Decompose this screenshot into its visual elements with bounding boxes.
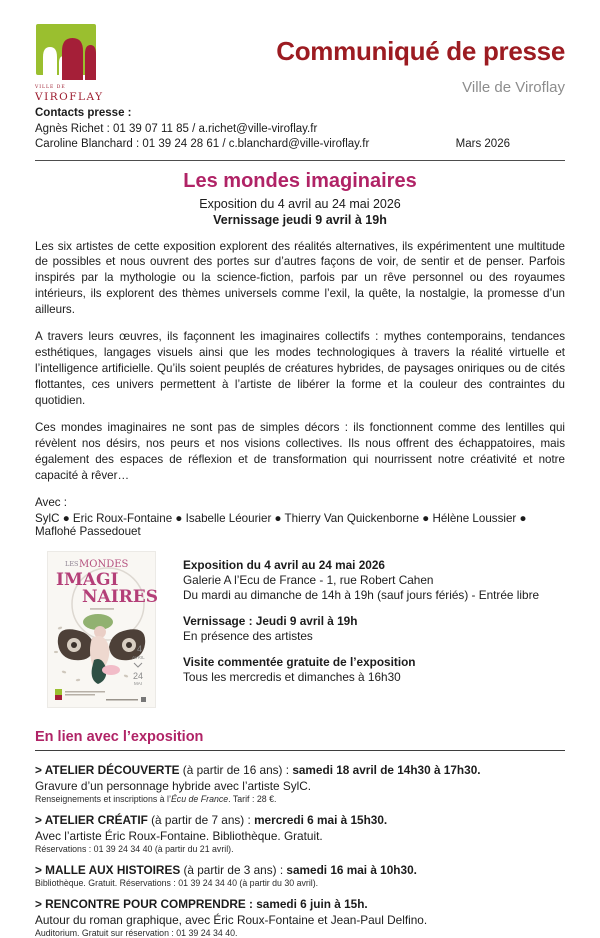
details-guided-tour-line: Tous les mercredis et dimanches à 16h30 [183,669,401,684]
exhibition-info-row [35,552,565,707]
event-datetime: : samedi 6 juin à 15h. [245,896,368,911]
event-name: > ATELIER DÉCOUVERTE [35,762,180,777]
exhibition-dates: Exposition du 4 avril au 24 mai 2026 [199,196,401,211]
footnote-text: Renseignements et inscriptions à l’ [35,793,171,804]
document-title: Communiqué de presse [276,36,565,66]
details-opening-hours: Du mardi au dimanche de 14h à 19h (sauf jours fériés) - Entrée libre [183,587,540,602]
artists-list: SylC ● Eric Roux-Fontaine ● Isabelle Léourier ● Thierry Van Quickenborne ● Hélène Loussier ● Maflohé Passedouet [35,511,527,538]
event-age: (à partir de 3 ans) : [180,862,287,877]
poster-title-naires: NAIRES [82,586,159,607]
logo-viroflay-label: VIROFLAY [35,90,104,103]
details-vernissage-line: En présence des artistes [183,628,313,643]
footnote-text: . Tarif : 28 €. [228,793,277,804]
event-age: (à partir de 16 ans) : [179,762,293,777]
event-datetime: mercredi 6 mai à 15h30. [254,812,388,827]
event-title [35,863,565,877]
exhibition-poster [48,552,159,707]
poster-title-imagi: IMAGI [56,569,119,590]
event-title [35,897,565,911]
viroflay-logo-icon [35,24,97,80]
paragraph-1: Les six artistes de cette exposition explorent des réalités alternatives, ils expérimentent une multitude de possibles et nous ouvrent des portes sur d’autres façons de voir, de sentir et de penser. Parfois inspirés par la mythologie ou la science-fiction, parfois par un rêve personnel ou des royaumes intérieurs, ils explorent des thèmes universels comme l’exil, la quête, la nostalgie, la promesse d’un ailleurs. [35,239,565,316]
event-rencontre-pour-comprendre [35,897,565,938]
poster-title-mondes: MONDES [79,558,129,570]
document-subtitle: Ville de Viroflay [462,79,565,96]
event-footnote: Bibliothèque. Gratuit. Réservations : 01 39 24 34 40 (à partir du 30 avril). [35,877,319,888]
viroflay-logo [35,24,145,102]
poster-date-month-1: AVRIL [132,654,145,660]
poster-date-day-2: 24 [133,670,144,681]
event-title [35,763,565,777]
exhibition-poster-thumbnail [48,552,159,707]
event-name: > ATELIER CRÉATIF [35,812,148,827]
poster-date-day-1: 4 [137,643,143,654]
details-expo-title: Exposition du 4 avril au 24 mai 2026 [183,557,385,572]
poster-date-month-2: MAI [134,680,143,686]
header-divider [35,160,565,161]
event-footnote [35,794,565,804]
avec-label: Avec : [35,495,68,509]
event-title [35,813,565,827]
event-age: (à partir de 7 ans) : [147,812,255,827]
logo-text [35,86,145,102]
event-description: Autour du roman graphique, avec Éric Roux-Fontaine et Jean-Paul Delfino. [35,912,428,927]
details-gallery-address: Galerie A l’Ecu de France - 1, rue Robert Cahen [183,572,434,587]
event-name: > RENCONTRE POUR COMPRENDRE [35,896,246,911]
vernissage-line: Vernissage jeudi 9 avril à 19h [213,212,387,227]
event-atelier-decouverte [35,763,565,804]
event-description: Avec l’artiste Éric Roux-Fontaine. Bibliothèque. Gratuit. [35,828,323,843]
section-divider [35,750,565,751]
event-description: Gravure d’un personnage hybride avec l’artiste SylC. [35,778,312,793]
paragraph-2: A travers leurs œuvres, ils façonnent les imaginaires collectifs : mythes contemporains, tendances esthétiques, langages visuels ainsi que les modes technologiques à travers la réalité virtuelle et l’intelligence artificielle. Qu’ils soient peuplés de créatures hybrides, de paysages oniriques ou de cités flottantes, ces univers permettent à l’artiste de libérer la forme et la couleur des contraintes du quotidien. [35,330,565,407]
event-name: > MALLE AUX HISTOIRES [35,862,181,877]
event-malle-aux-histoires [35,863,565,888]
press-contacts [35,106,565,153]
section-heading: En lien avec l’exposition [35,728,204,745]
exhibition-details [183,552,539,707]
event-footnote: Auditorium. Gratuit sur réservation : 01 39 24 34 40. [35,927,238,938]
release-date: Mars 2026 [455,138,510,150]
event-footnote: Réservations : 01 39 24 34 40 (à partir du 21 avril). [35,843,234,854]
contacts-label: Contacts presse : [35,107,132,119]
exhibition-title: Les mondes imaginaires [183,169,417,192]
contact-line-1: Agnès Richet : 01 39 07 11 85 / a.richet@ville-viroflay.fr [35,122,318,135]
event-datetime: samedi 18 avril de 14h30 à 17h30. [292,762,481,777]
paragraph-3: Ces mondes imaginaires ne sont pas de simples décors : ils fonctionnent comme des lentilles qui révèlent nos désirs, nos peurs et nos visions collectives. Ils nous offrent des échappatoires, mais également des espaces de réflexion et de transformation qui nourrissent notre créativité et notre capacité à rêver… [35,421,565,482]
header-right [276,24,565,96]
event-atelier-creatif [35,813,565,854]
details-vernissage-title: Vernissage : Jeudi 9 avril à 19h [183,613,358,628]
logo-ville-de-label: VILLE DE [35,85,66,90]
footnote-italic: Écu de France [170,793,229,804]
details-guided-tour-title: Visite commentée gratuite de l’exposition [183,654,416,669]
contact-line-2: Caroline Blanchard : 01 39 24 28 61 / c.blanchard@ville-viroflay.fr [35,138,370,150]
title-block [35,170,565,227]
header [35,24,565,102]
poster-title-les: LES [65,559,79,568]
event-datetime: samedi 16 mai à 10h30. [286,862,417,877]
contact-line-2-row [35,137,565,153]
